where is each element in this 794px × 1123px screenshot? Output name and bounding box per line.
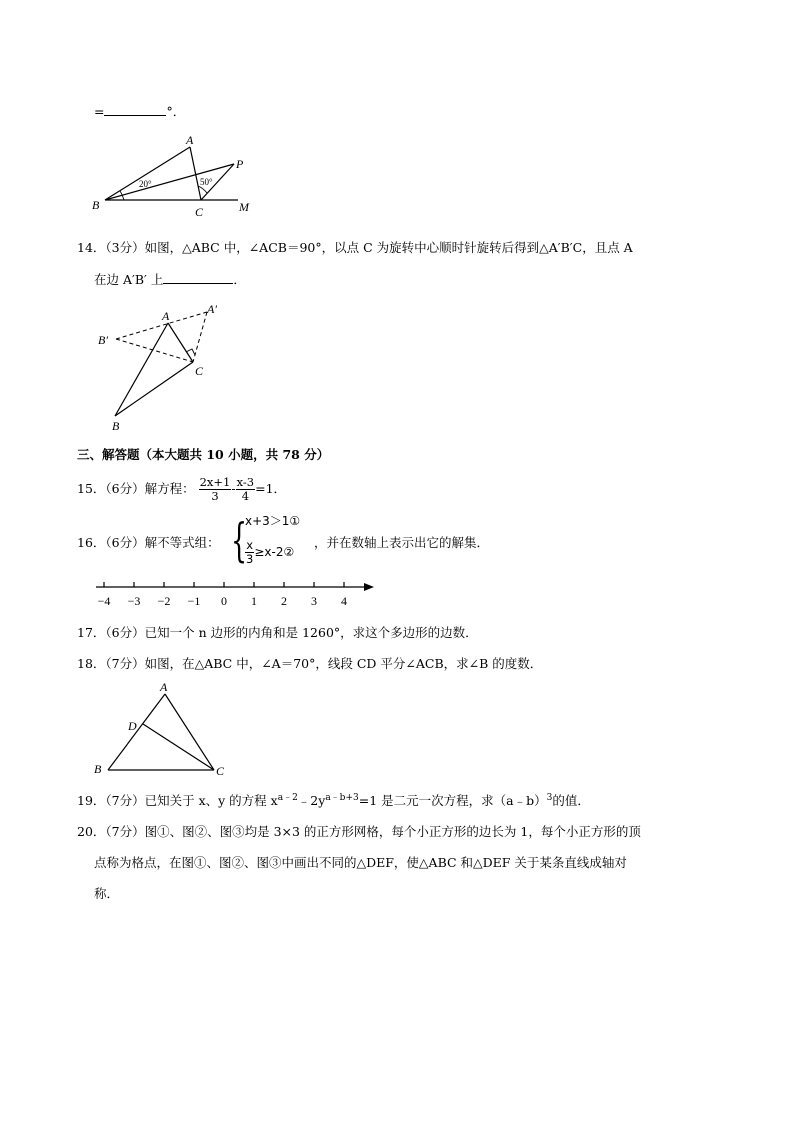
q18-line-CD <box>143 724 214 770</box>
q16-inequality-2 <box>245 539 294 566</box>
q17 <box>77 623 478 641</box>
q14-label-A-prime: A′ <box>207 302 217 316</box>
q13-label-A: A <box>186 133 194 147</box>
q17-number: 17． <box>77 625 106 640</box>
q16-ineq2-den: 3 <box>246 552 254 566</box>
q19 <box>77 790 590 809</box>
q13-figure <box>88 130 263 222</box>
q13-prefix: = <box>94 104 105 119</box>
q16-axis-tick-label: −1 <box>187 594 201 608</box>
q16-ineq2-num: x <box>246 538 254 552</box>
q18 <box>77 654 542 672</box>
q13-answer-blank <box>104 114 166 116</box>
q16-axis-tick-label: −2 <box>157 594 171 608</box>
q13-answer-line <box>94 102 185 120</box>
q14-label-C: C <box>195 364 204 378</box>
q16-axis-tick-label: 3 <box>311 594 317 608</box>
q15-text: 解方程： <box>144 481 195 496</box>
q15-frac2-num: x-3 <box>236 475 255 489</box>
q14-suffix: ． <box>233 272 246 287</box>
q16-axis-tick-label: 2 <box>281 594 287 608</box>
q16-number-line <box>90 578 380 608</box>
q19-exponent-2: a﹣b+3 <box>325 793 359 803</box>
q16-axis-tick-label: 0 <box>221 594 227 608</box>
q19-score: （7分） <box>105 793 145 809</box>
q17-text: 已知一个 n 边形的内角和是 1260°，求这个多边形的边数． <box>144 625 478 640</box>
q16-axis-arrow <box>364 583 374 591</box>
section3-title: 三、解答题（本大题共 10 小题，共 78 分） <box>77 447 330 462</box>
q19-exponent-1: a﹣2 <box>277 793 298 803</box>
q16-axis-tick-label: −3 <box>127 594 141 608</box>
q14-number: 14． <box>77 240 106 255</box>
q20-line1 <box>77 822 641 840</box>
q16-number: 16． <box>77 535 106 550</box>
q18-number: 18． <box>77 656 106 671</box>
q14-line-BC <box>115 362 193 416</box>
q15-rhs: =1． <box>255 481 287 496</box>
q17-score: （6分） <box>105 625 145 640</box>
q15-frac1-den: 3 <box>211 489 219 503</box>
q13-line-BA <box>105 147 190 200</box>
q20-line2: 点称为格点，在图①、图②、图③中画出不同的△DEF，使△ABC 和△DEF 关于某条直线成轴对 <box>94 855 627 870</box>
q16-label <box>77 533 220 551</box>
q14-line2 <box>94 270 246 288</box>
q19-text-c: =1 是二元一次方程，求（a﹣b） <box>358 793 547 809</box>
q19-text-a: 已知关于 x、y 的方程 x <box>144 793 278 809</box>
q16-inequality-1: x+3＞1① <box>245 514 301 528</box>
q14-label-A: A <box>162 309 170 323</box>
q18-line-AC <box>165 694 214 770</box>
q20-text-line1: 图①、图②、图③均是 3×3 的正方形网格，每个小正方形的边长为 1，每个小正方形的顶 <box>144 824 641 839</box>
q19-text-d: 的值． <box>552 793 590 809</box>
q19-exponent-3: 3 <box>546 793 553 803</box>
q15-minus: - <box>231 481 236 496</box>
q14-label-B-prime: B′ <box>98 333 108 347</box>
q16-ineq2-rest: ≥x-2② <box>254 545 295 559</box>
q18-text: 如图，在△ABC 中，∠A＝70°，线段 CD 平分∠ACB，求∠B 的度数． <box>144 656 543 671</box>
q16-axis-tick-label: 4 <box>341 594 347 608</box>
q16-axis-ticks <box>98 582 347 608</box>
q14-line-BpC <box>116 339 193 362</box>
q14-text-line2: 在边 A′B′ 上 <box>94 272 164 287</box>
q18-label-A: A <box>160 680 168 694</box>
q13-angle-label-20: 20° <box>139 179 152 189</box>
q15-frac1-num: 2x+1 <box>199 475 231 489</box>
q19-text-b: ﹣2y <box>297 793 326 809</box>
q20-line3: 称． <box>94 886 120 901</box>
q14-line1 <box>77 238 633 256</box>
q13-label-M: M <box>239 200 249 214</box>
q13-line-BP <box>105 164 234 200</box>
q20-score: （7分） <box>105 824 145 839</box>
q15 <box>77 470 286 508</box>
q14-text-line1: 如图，△ABC 中，∠ACB＝90°，以点 C 为旋转中心顺时针旋转后得到△A′B′C，且点 A <box>144 240 633 255</box>
q14-score: （3分） <box>105 240 145 255</box>
q15-score: （6分） <box>105 481 145 496</box>
q13-suffix: °． <box>166 104 186 119</box>
q14-figure <box>92 298 242 433</box>
q18-score: （7分） <box>105 656 145 671</box>
q16-axis-tick-label: −4 <box>97 594 111 608</box>
q18-label-C: C <box>216 764 225 778</box>
q20-number: 20． <box>77 824 106 839</box>
q13-label-P: P <box>236 157 244 171</box>
q16-score: （6分） <box>105 535 145 550</box>
q14-label-B: B <box>112 419 120 433</box>
q15-fraction-2 <box>236 476 256 503</box>
q13-angle-label-50: 50° <box>200 177 213 187</box>
q16-system-brace: { <box>231 513 248 567</box>
q18-figure <box>90 678 240 778</box>
q16-ineq2-fraction <box>245 539 254 566</box>
q18-label-D: D <box>128 719 137 733</box>
q16-axis-tick-label: 1 <box>251 594 257 608</box>
q15-fraction-1 <box>199 476 232 503</box>
q13-label-C: C <box>195 205 204 219</box>
q19-number: 19． <box>77 793 106 809</box>
q13-label-B: B <box>92 198 100 212</box>
q15-frac2-den: 4 <box>241 489 250 503</box>
q16-tail: ，并在数轴上表示出它的解集． <box>314 535 490 550</box>
q16-text: 解不等式组： <box>144 535 220 550</box>
q18-label-B: B <box>94 762 102 776</box>
q14-answer-blank <box>163 282 233 284</box>
q15-number: 15． <box>77 481 106 496</box>
